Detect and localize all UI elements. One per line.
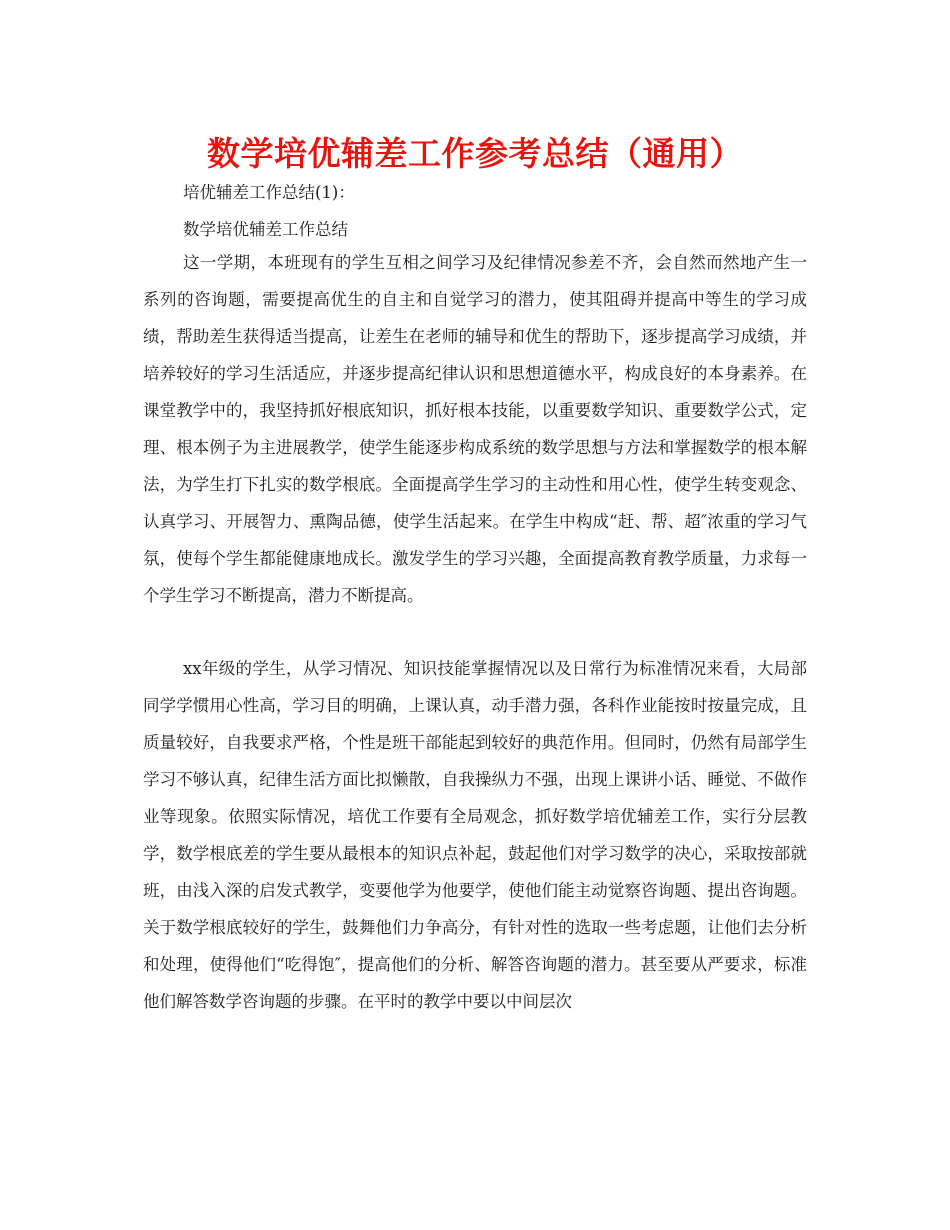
paragraph-2: xx年级的学生，从学习情况、知识技能掌握情况以及日常行为标准情况来看，大局部同学学惯用心性高，学习目的明确，上课认真，动手潜力强，各科作业能按时按量完成，且质量较好，自我要求严格，个性是班干部能起到较好的典范作用。但同时，仍然有局部学生学习不够认真，纪律生活方面比拟懒散，自我操纵力不强，出现上课讲小话、睡觉、不做作业等现象。依照实际情况，培优工作要有全局观念，抓好数学培优辅差工作，实行分层教学，数学根底差的学生要从最根本的知识点补起，鼓起他们对学习数学的决心，采取按部就班，由浅入深的启发式教学，变要他学为他要学，使他们能主动觉察咨询题、提出咨询题。关于数学根底较好的学生，鼓舞他们力争高分，有针对性的选取一些考虑题，让他们去分析和处理，使得他们“吃得饱″，提高他们的分析、解答咨询题的潜力。甚至要从严要求，标准他们解答数学咨询题的步骤。在平时的教学中要以中间层次 (143, 659, 807, 1011)
subheading-summary-name: 数学培优辅差工作总结 (183, 220, 348, 239)
document-title: 数学培优辅差工作参考总结（通用） (207, 134, 743, 173)
subheading-summary-number: 培优辅差工作总结(1)： (183, 183, 355, 202)
paragraph-1: 这一学期，本班现有的学生互相之间学习及纪律情况参差不齐，会自然而然地产生一系列的咨询题，需要提高优生的自主和自觉学习的潜力，使其阻碍并提高中等生的学习成绩，帮助差生获得适当提高，让差生在老师的辅导和优生的帮助下，逐步提高学习成绩，并培养较好的学习生活适应，并逐步提高纪律认识和思想道德水平，构成良好的本身素养。在课堂教学中的，我坚持抓好根底知识，抓好根本技能，以重要数学知识、重要数学公式，定理、根本例子为主进展教学，使学生能逐步构成系统的数学思想与方法和掌握数学的根本解法，为学生打下扎实的数学根底。全面提高学生学习的主动性和用心性，使学生转变观念、认真学习、开展智力、熏陶品德，使学生活起来。在学生中构成“赶、帮、超″浓重的学习气氛，使每个学生都能健康地成长。激发学生的学习兴趣，全面提高教育教学质量，力求每一个学生学习不断提高，潜力不断提高。 (143, 253, 807, 605)
